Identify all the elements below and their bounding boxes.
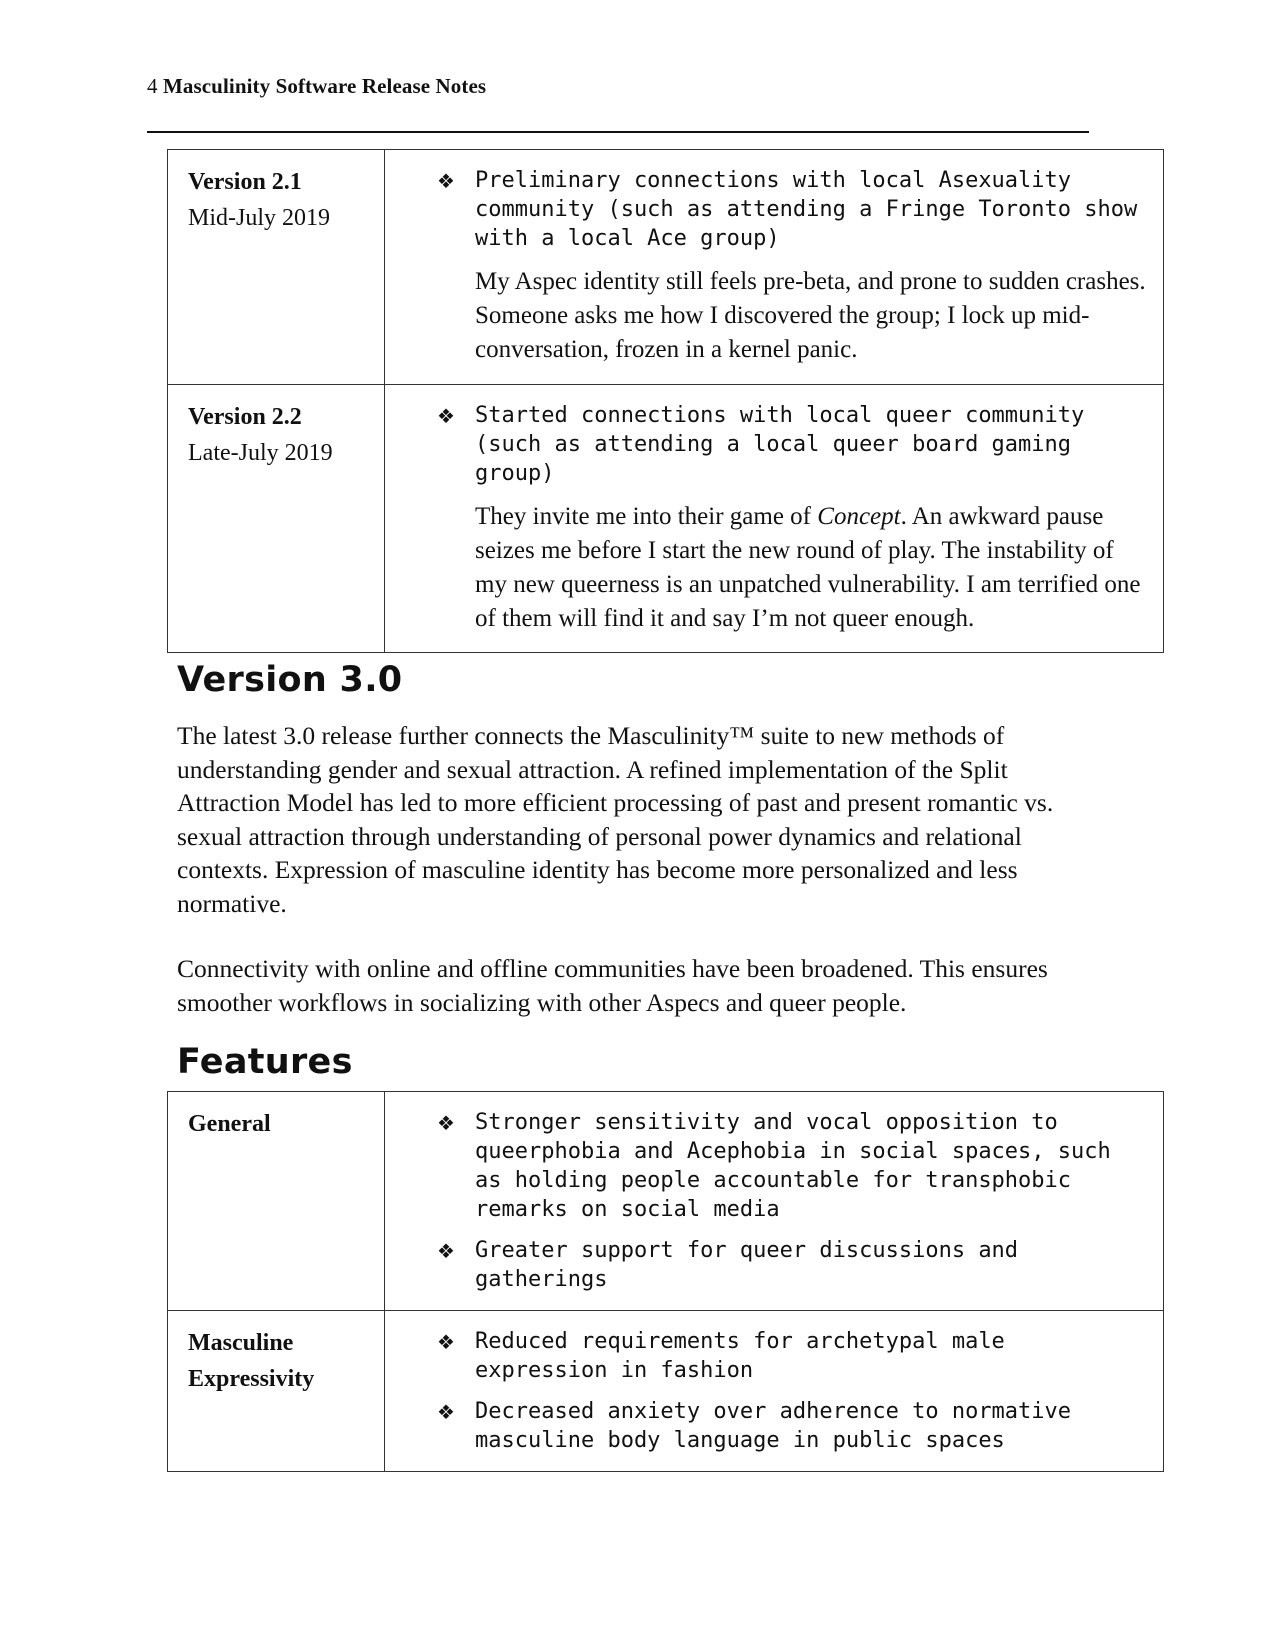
bullet-text: Stronger sensitivity and vocal opposition to queerphobia and Acephobia in social spaces, such as holding people accountable for transphobic remarks on social media — [475, 1110, 1125, 1222]
list-item — [435, 1397, 1149, 1455]
feature-category-cell — [168, 1092, 385, 1311]
prose-after: . An awkward pause seizes me before I start the new round of play. The instability of my new queerness is an unpatched vulnerability. I am terrified one of them will find it and say I’m not queer enough. — [475, 503, 1141, 632]
page-number: 4 — [147, 74, 158, 98]
header-rule — [147, 131, 1089, 133]
list-item — [435, 401, 1149, 488]
version-label: Version 2.2 — [188, 404, 302, 430]
diamond-bullet-icon: ❖ — [437, 1330, 455, 1354]
diamond-bullet-icon: ❖ — [437, 1239, 455, 1263]
feature-category-line-1: Masculine — [188, 1330, 294, 1356]
version-cell — [168, 385, 385, 653]
list-item — [435, 1236, 1149, 1294]
game-title: Concept — [817, 503, 901, 530]
connectivity-paragraph: Connectivity with online and offline communities have been broadened. This ensures smoother workflows in socializing with other Aspecs and queer people. — [177, 954, 1048, 1017]
versions-table — [167, 149, 1164, 653]
diamond-bullet-icon: ❖ — [437, 1400, 455, 1424]
list-item — [435, 1108, 1149, 1224]
list-item — [435, 1327, 1149, 1385]
diamond-bullet-icon: ❖ — [437, 169, 455, 193]
feature-category-line-2: Expressivity — [188, 1366, 315, 1392]
diamond-bullet-icon: ❖ — [437, 404, 455, 428]
running-header — [147, 74, 486, 99]
list-item — [435, 166, 1149, 253]
table-row — [168, 150, 1164, 385]
version-date: Mid-July 2019 — [188, 205, 331, 231]
version-label: Version 2.1 — [188, 169, 302, 195]
notes-cell — [385, 150, 1164, 385]
bullet-text: Greater support for queer discussions and gatherings — [475, 1238, 1032, 1292]
table-row — [168, 385, 1164, 653]
table-row — [168, 1092, 1164, 1311]
section-heading-features: Features — [177, 1042, 353, 1082]
features-cell — [385, 1311, 1164, 1472]
bullet-text: Started connections with local queer community (such as attending a local queer board gaming group) — [475, 403, 1098, 486]
bullet-text: Decreased anxiety over adherence to normative masculine body language in public spaces — [475, 1399, 1085, 1453]
features-table — [167, 1091, 1164, 1472]
version-cell — [168, 150, 385, 385]
prose-note: My Aspec identity still feels pre-beta, and prone to sudden crashes. Someone asks me how I discovered the group; I lock up mid-conversation, frozen in a kernel panic. — [475, 268, 1146, 363]
feature-category: General — [188, 1111, 271, 1137]
prose-before: They invite me into their game of — [475, 503, 818, 530]
feature-category-cell — [168, 1311, 385, 1472]
version-date: Late-July 2019 — [188, 440, 333, 466]
running-title: Masculinity Software Release Notes — [162, 74, 487, 98]
prose-note — [435, 500, 1149, 636]
bullet-text: Reduced requirements for archetypal male expression in fashion — [475, 1329, 1019, 1383]
version-3-paragraph: The latest 3.0 release further connects the Masculinity™ suite to new methods of understanding gender and sexual attraction. A refined implementation of the Split Attraction Model has led to more efficient processing of past and present romantic vs. sexual attraction through understanding of personal power dynamics and relational contexts. Expression of masculine identity has become more personalized and less normative. — [177, 721, 1054, 918]
table-row — [168, 1311, 1164, 1472]
notes-cell — [385, 385, 1164, 653]
bullet-text: Preliminary connections with local Asexuality community (such as attending a Fringe Toronto show with a local Ace group) — [475, 168, 1151, 251]
section-heading-version-3: Version 3.0 — [177, 660, 403, 700]
diamond-bullet-icon: ❖ — [437, 1111, 455, 1135]
features-cell — [385, 1092, 1164, 1311]
